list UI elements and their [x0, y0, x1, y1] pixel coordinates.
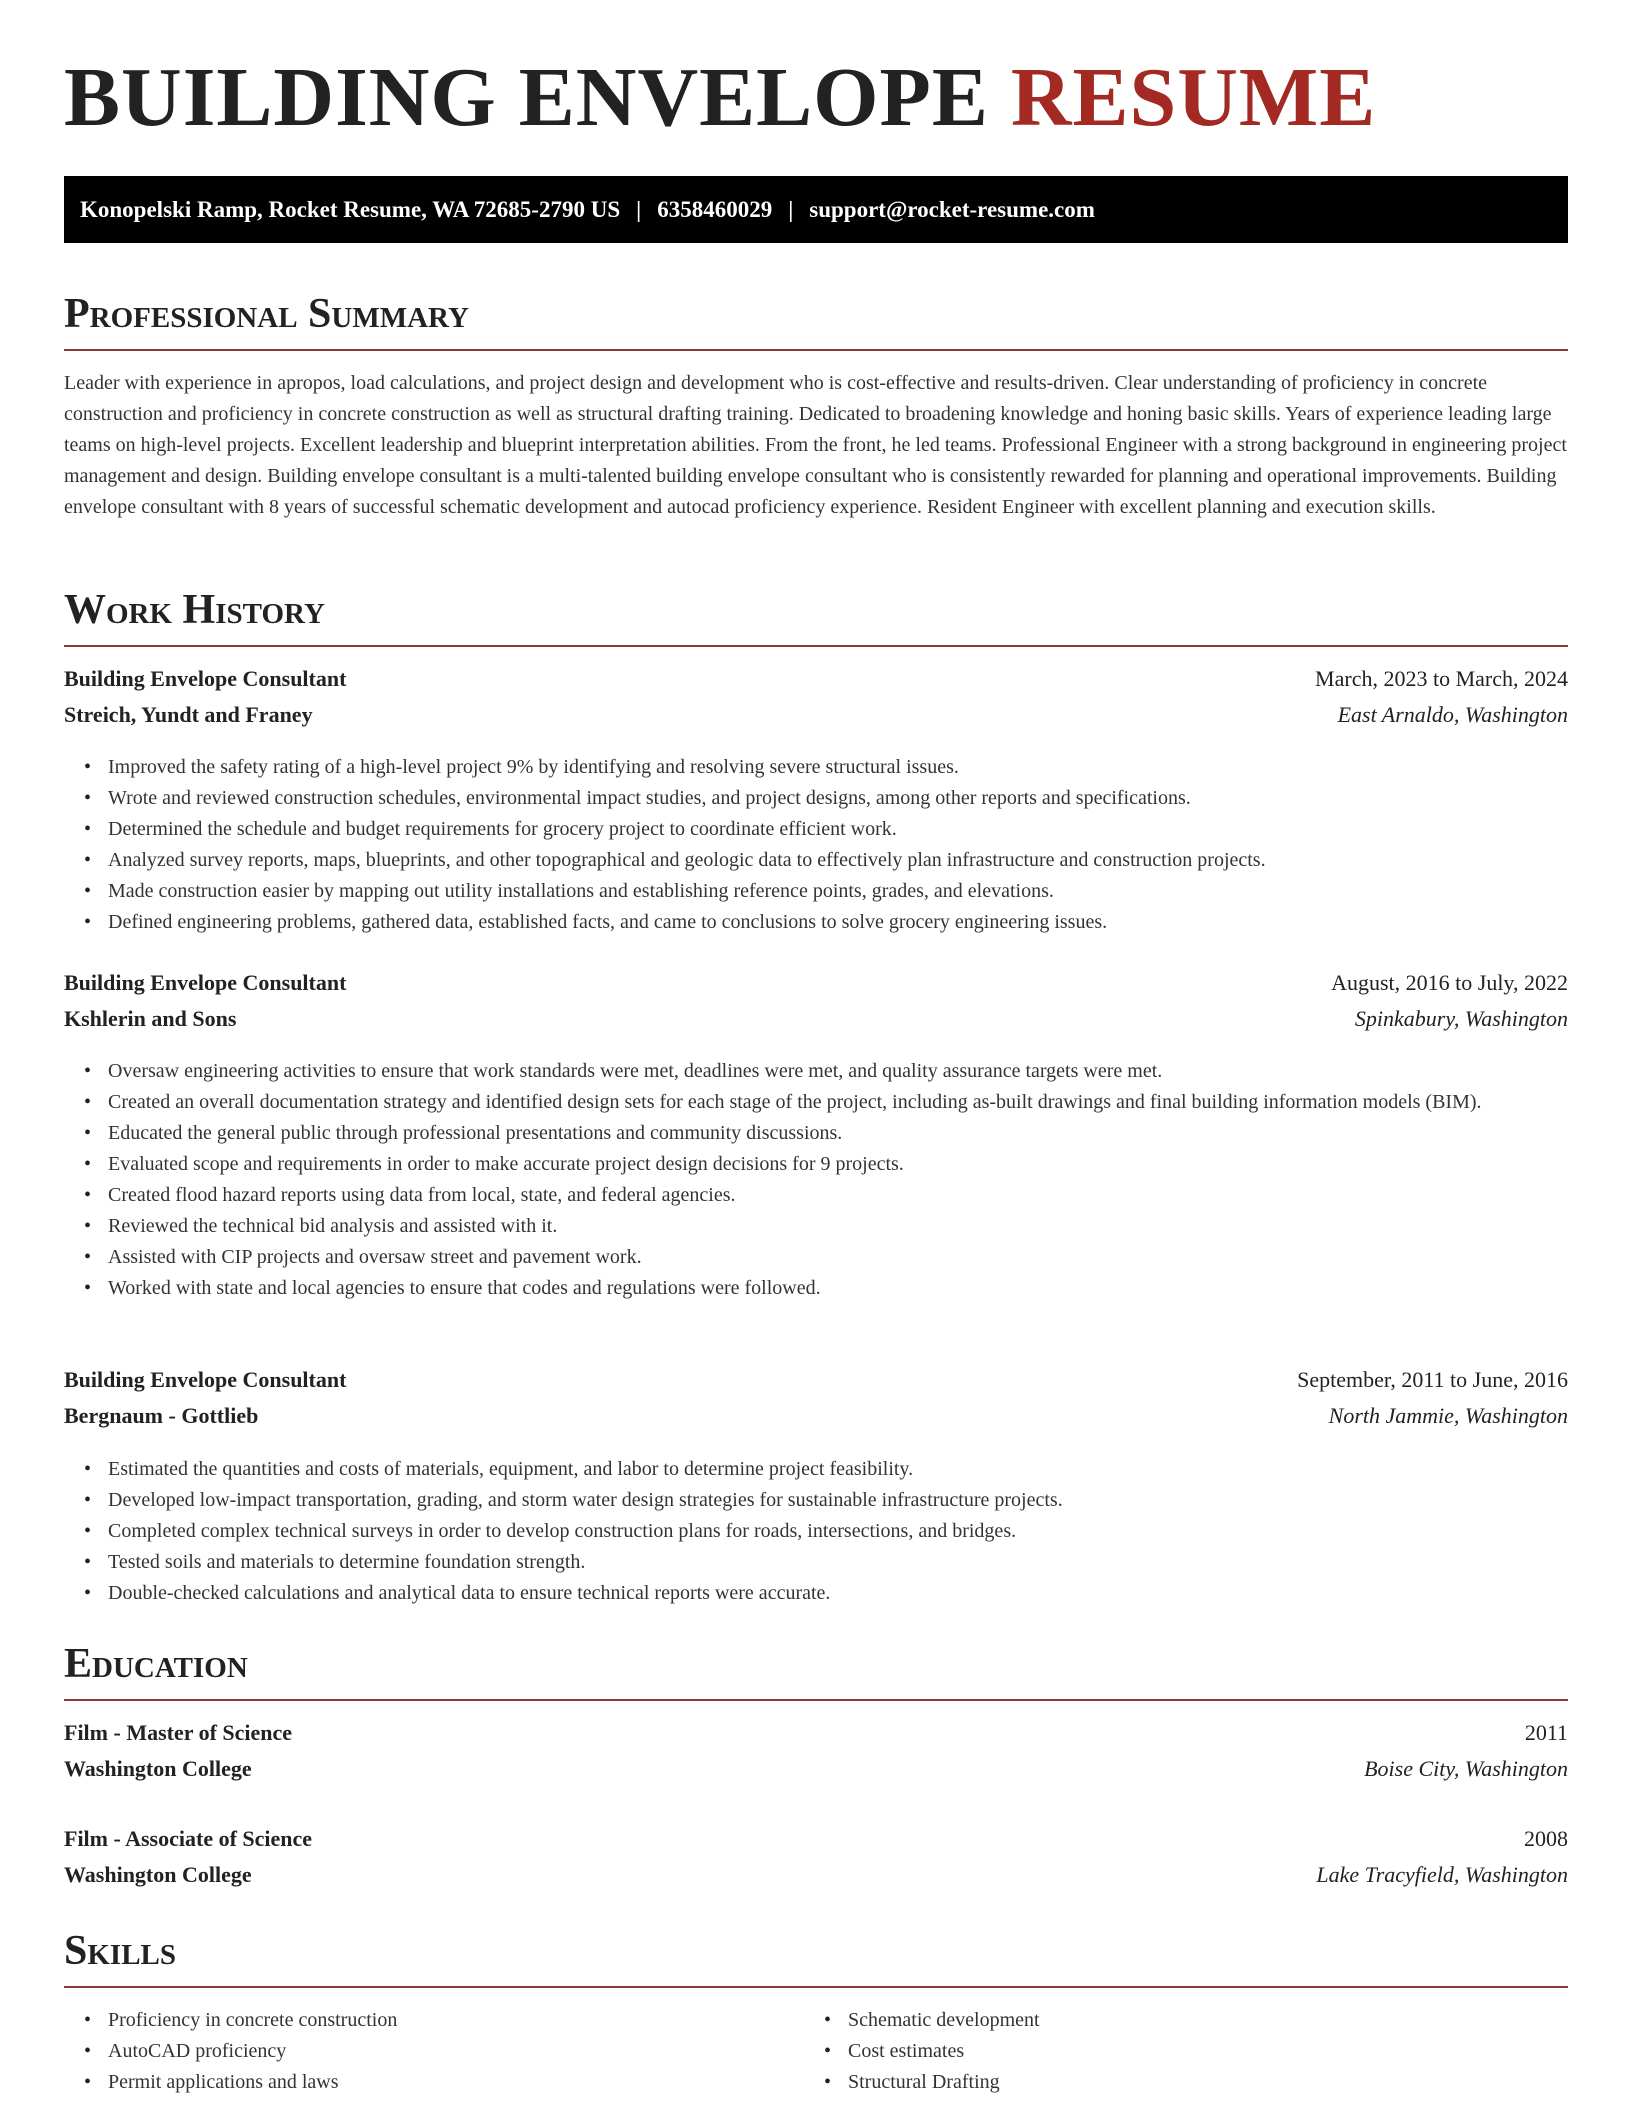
list-item: • Completed complex technical surveys in order to develop construction plans for roads, intersections, and bridges. [108, 1516, 1568, 1547]
skills-list-right [848, 2005, 1548, 2098]
job-company: Kshlerin and Sons [64, 1006, 237, 1031]
list-item: • Wrote and reviewed construction schedules, environmental impact studies, and project designs, among other reports and specifications. [108, 783, 1568, 814]
skill-item: • Cost estimates [848, 2036, 1548, 2067]
job-company: Bergnaum - Gottlieb [64, 1403, 259, 1428]
summary-text: Leader with experience in apropos, load calculations, and project design and development who is cost-effective and results-driven. Clear understanding of proficiency in concrete construction and proficiency in concrete construction as well as structural drafting training. Dedicated to broadening knowledge and honing basic skills. Years of experience leading large teams on high-level projects. Excellent leadership and blueprint interpretation abilities. From the front, he led teams. Professional Engineer with a strong background in engineering project management and design. Building envelope consultant is a multi-talented building envelope consultant who is consistently rewarded for planning and operational improvements. Building envelope consultant with 8 years of successful schematic development and autocad proficiency experience. Resident Engineer with excellent planning and execution skills. [64, 372, 1567, 518]
contact-email[interactable]: support@rocket-resume.com [809, 196, 1095, 222]
job-entry [64, 666, 1568, 738]
list-item: • Worked with state and local agencies to ensure that codes and regulations were followed. [108, 1273, 1568, 1304]
skill-item: • AutoCAD proficiency [108, 2036, 808, 2067]
skills-list-left [108, 2005, 808, 2098]
list-item: • Oversaw engineering activities to ensure that work standards were met, deadlines were met, and quality assurance targets were met. [108, 1056, 1568, 1087]
job-title: Building Envelope Consultant [64, 666, 347, 691]
job-location: North Jammie, Washington [1328, 1403, 1568, 1428]
contact-bar [64, 176, 1568, 243]
skill-item: • Permit applications and laws [108, 2067, 808, 2098]
education-entry [64, 1826, 1568, 1898]
education-year: 2008 [1524, 1826, 1568, 1851]
list-item: • Analyzed survey reports, maps, blueprints, and other topographical and geologic data to effectively plan infrastructure and construction projects. [108, 845, 1568, 876]
list-item: • Created an overall documentation strategy and identified design sets for each stage of the project, including as-built drawings and final building information models (BIM). [108, 1087, 1568, 1118]
contact-address: Konopelski Ramp, Rocket Resume, WA 72685-2790 US [80, 196, 621, 222]
list-item: • Developed low-impact transportation, grading, and storm water design strategies for sustainable infrastructure projects. [108, 1485, 1568, 1516]
job-location: Spinkabury, Washington [1354, 1006, 1568, 1031]
job-bullets [108, 1454, 1568, 1609]
education-heading: Education [64, 1643, 1568, 1701]
skills-heading: Skills [64, 1930, 1568, 1988]
education-degree: Film - Associate of Science [64, 1826, 313, 1851]
list-item: • Reviewed the technical bid analysis and assisted with it. [108, 1211, 1568, 1242]
contact-separator: | [788, 196, 794, 222]
education-school: Washington College [64, 1862, 252, 1887]
list-item: • Created flood hazard reports using data from local, state, and federal agencies. [108, 1180, 1568, 1211]
skill-item: • Structural Drafting [848, 2067, 1548, 2098]
list-item: • Determined the schedule and budget requirements for grocery project to coordinate efficient work. [108, 814, 1568, 845]
skill-item: • Schematic development [848, 2005, 1548, 2036]
job-title: Building Envelope Consultant [64, 970, 347, 995]
job-entry [64, 970, 1568, 1042]
education-school: Washington College [64, 1756, 252, 1781]
work-history-heading: Work History [64, 589, 1568, 647]
job-dates: August, 2016 to July, 2022 [1331, 970, 1568, 995]
list-item: • Estimated the quantities and costs of materials, equipment, and labor to determine project feasibility. [108, 1454, 1568, 1485]
title-main: BUILDING ENVELOPE [64, 51, 989, 144]
skill-item: • Proficiency in concrete construction [108, 2005, 808, 2036]
job-bullets [108, 1056, 1568, 1304]
list-item: • Assisted with CIP projects and oversaw street and pavement work. [108, 1242, 1568, 1273]
summary-heading: Professional Summary [64, 293, 1568, 351]
list-item: • Made construction easier by mapping out utility installations and establishing reference points, grades, and elevations. [108, 876, 1568, 907]
education-entry [64, 1720, 1568, 1792]
job-title: Building Envelope Consultant [64, 1367, 347, 1392]
job-location: East Arnaldo, Washington [1337, 702, 1568, 727]
list-item: • Evaluated scope and requirements in order to make accurate project design decisions for 9 projects. [108, 1149, 1568, 1180]
education-location: Lake Tracyfield, Washington [1316, 1862, 1568, 1887]
education-degree: Film - Master of Science [64, 1720, 293, 1745]
job-company: Streich, Yundt and Franey [64, 702, 313, 727]
list-item: • Double-checked calculations and analytical data to ensure technical reports were accurate. [108, 1578, 1568, 1609]
job-entry [64, 1367, 1568, 1439]
job-bullets [108, 752, 1568, 938]
list-item: • Defined engineering problems, gathered data, established facts, and came to conclusions to solve grocery engineering issues. [108, 907, 1568, 938]
contact-phone[interactable]: 6358460029 [657, 196, 773, 222]
title-accent: RESUME [1010, 51, 1377, 144]
list-item: • Educated the general public through professional presentations and community discussions. [108, 1118, 1568, 1149]
education-location: Boise City, Washington [1364, 1756, 1568, 1781]
contact-separator: | [636, 196, 642, 222]
job-dates: March, 2023 to March, 2024 [1315, 666, 1568, 691]
resume-title [64, 51, 1377, 144]
job-dates: September, 2011 to June, 2016 [1297, 1367, 1568, 1392]
list-item: • Improved the safety rating of a high-level project 9% by identifying and resolving severe structural issues. [108, 752, 1568, 783]
list-item: • Tested soils and materials to determine foundation strength. [108, 1547, 1568, 1578]
education-year: 2011 [1524, 1720, 1568, 1745]
